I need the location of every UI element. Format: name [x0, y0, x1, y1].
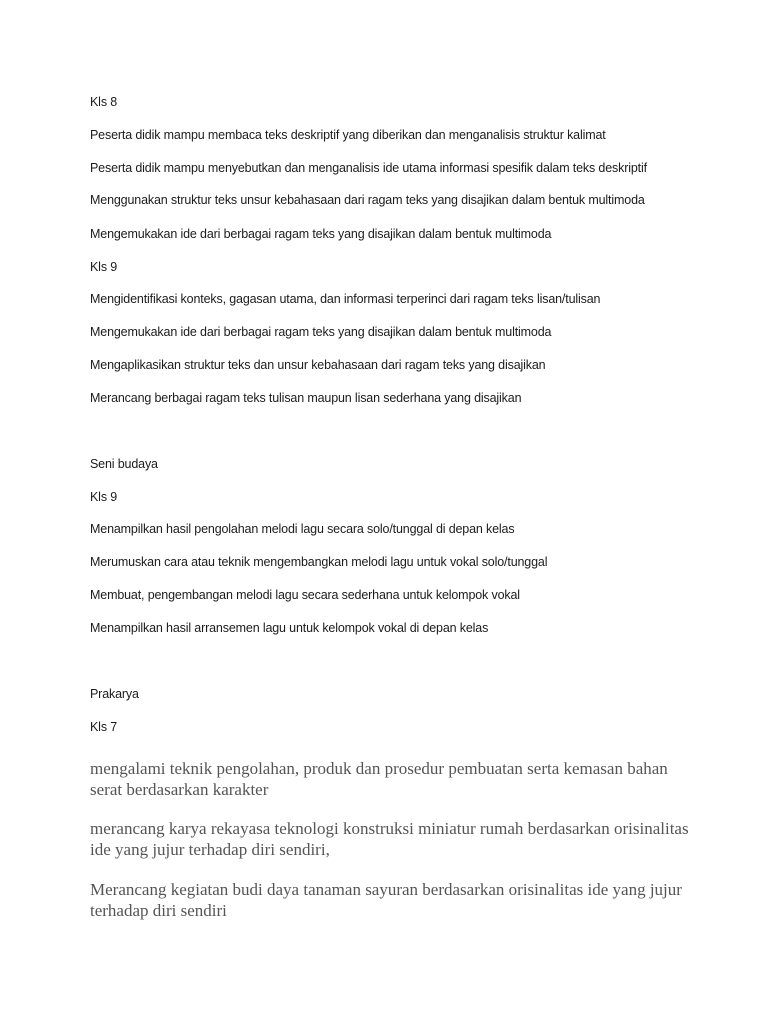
prakarya-grade-heading: Kls 7	[90, 720, 118, 734]
grade8-item: Menggunakan struktur teks unsur kebahasaan dari ragam teks yang disajikan dalam bentuk multimoda	[90, 193, 645, 207]
prakarya-item: mengalami teknik pengolahan, produk dan prosedur pembuatan serta kemasan bahan serat berdasarkan karakter	[90, 759, 668, 799]
seni-grade-heading: Kls 9	[90, 490, 118, 504]
grade9-item: Mengemukakan ide dari berbagai ragam teks yang disajikan dalam bentuk multimoda	[90, 325, 552, 339]
grade8-item: Peserta didik mampu membaca teks deskriptif yang diberikan dan menganalisis struktur kalimat	[90, 128, 606, 142]
prakarya-item: merancang karya rekayasa teknologi konstruksi miniatur rumah berdasarkan orisinalitas ide yang jujur terhadap diri sendiri,	[90, 819, 689, 859]
grade9-item: Mengaplikasikan struktur teks dan unsur kebahasaan dari ragam teks yang disajikan	[90, 358, 546, 372]
prakarya-item: Merancang kegiatan budi daya tanaman sayuran berdasarkan orisinalitas ide yang jujur terhadap diri sendiri	[90, 880, 682, 920]
grade8-item: Mengemukakan ide dari berbagai ragam teks yang disajikan dalam bentuk multimoda	[90, 227, 552, 241]
grade9-heading: Kls 9	[90, 260, 118, 274]
seni-item: Merumuskan cara atau teknik mengembangkan melodi lagu untuk vokal solo/tunggal	[90, 555, 548, 569]
seni-item: Membuat, pengembangan melodi lagu secara sederhana untuk kelompok vokal	[90, 588, 520, 602]
grade9-item: Merancang berbagai ragam teks tulisan maupun lisan sederhana yang disajikan	[90, 391, 522, 405]
seni-budaya-title: Seni budaya	[90, 457, 158, 471]
grade8-heading: Kls 8	[90, 95, 118, 109]
seni-item: Menampilkan hasil arransemen lagu untuk kelompok vokal di depan kelas	[90, 621, 489, 635]
prakarya-title: Prakarya	[90, 687, 139, 701]
grade8-item: Peserta didik mampu menyebutkan dan menganalisis ide utama informasi spesifik dalam teks deskriptif	[90, 161, 647, 175]
seni-item: Menampilkan hasil pengolahan melodi lagu secara solo/tunggal di depan kelas	[90, 522, 515, 536]
grade9-item: Mengidentifikasi konteks, gagasan utama, dan informasi terperinci dari ragam teks lisan/tulisan	[90, 292, 601, 306]
